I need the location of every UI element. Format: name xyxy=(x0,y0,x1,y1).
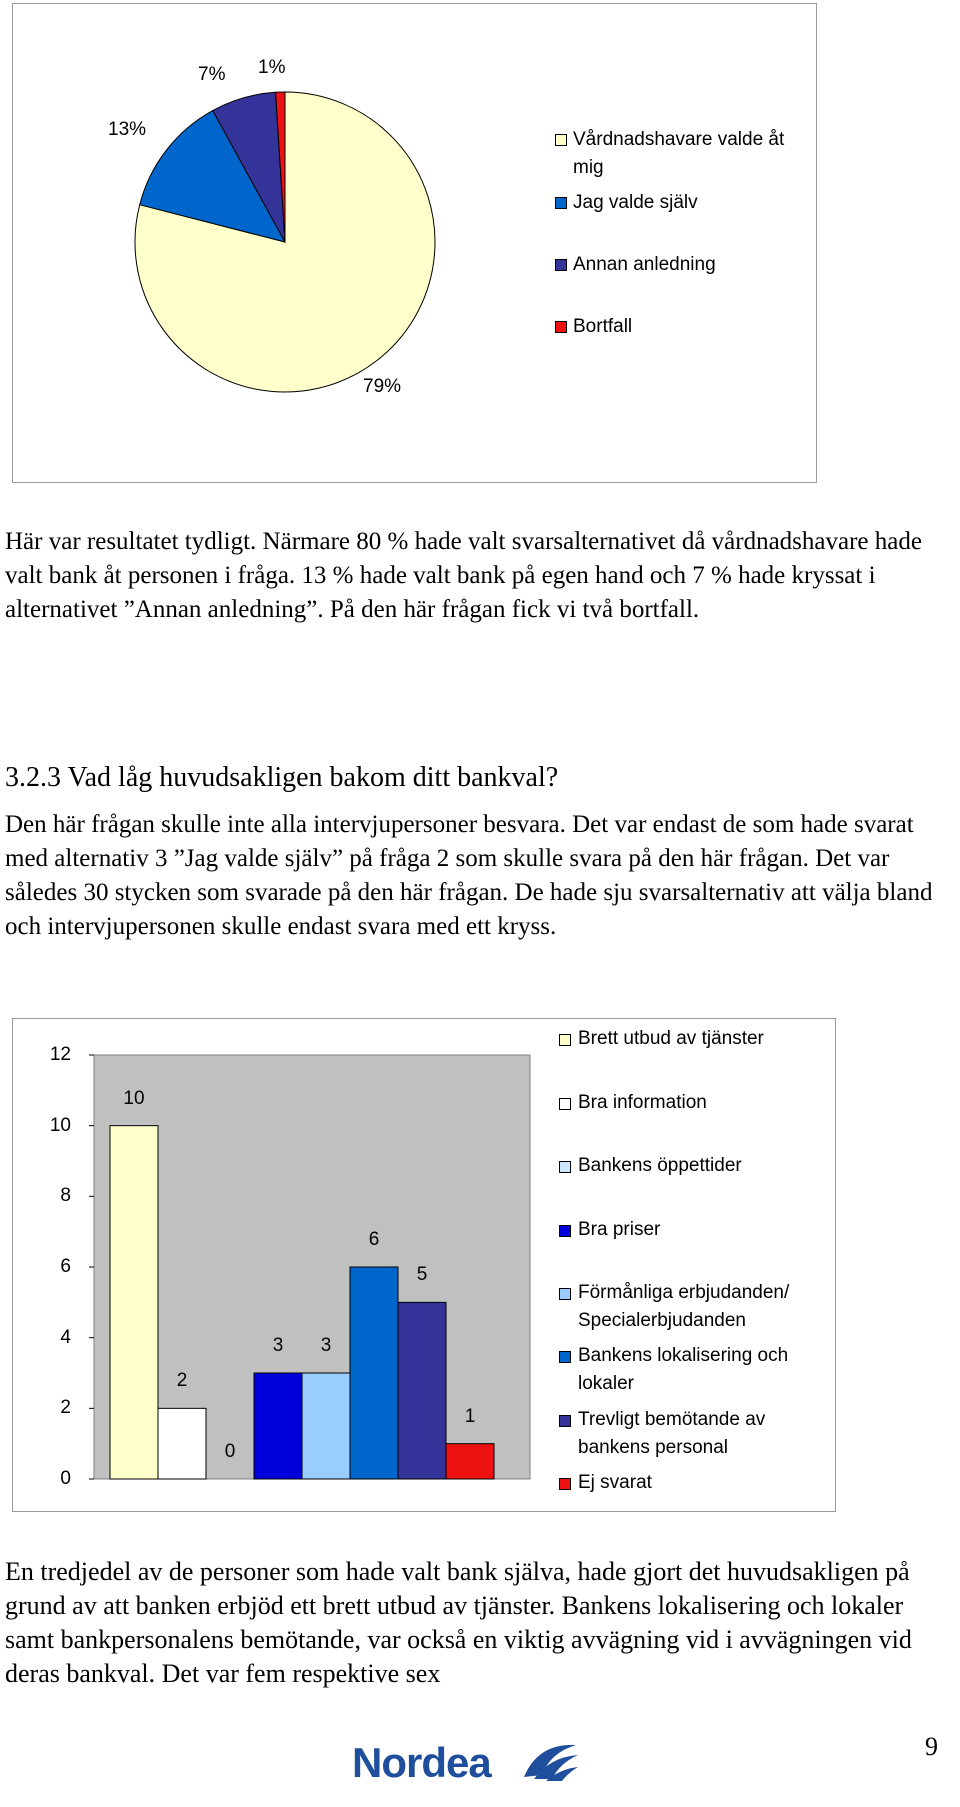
bar-legend-swatch-bankens-lokalisering-och-lokaler xyxy=(559,1351,571,1363)
pie-legend-label-bortfall: Bortfall xyxy=(573,316,633,337)
bar-chart-frame xyxy=(12,1018,836,1512)
bar-legend-label-bankens-lokalisering-och-lokaler: Bankens lokalisering och lokaler xyxy=(578,1345,789,1394)
nordea-logo-text: Nordea xyxy=(352,1739,491,1786)
paragraph-pie-result: Här var resultatet tydligt. Närmare 80 % hade valt svarsalternativet då vårdnadshavare hade valt bank åt personen i fråga. 13 % hade valt bank på egen hand och 7 % hade kryssat i alternativet ”Annan anledning”. På den här frågan fick vi två bortfall. xyxy=(5,528,922,623)
bar-legend-label-trevligt-bemotande-av-bankens-personal: Trevligt bemötande av bankens personal xyxy=(578,1409,766,1458)
bar-bra-priser xyxy=(254,1373,302,1479)
bar-bra-information xyxy=(158,1408,206,1479)
bar-trevligt-bemotande-av-bankens-personal xyxy=(398,1302,446,1479)
pie-chart-frame xyxy=(12,3,817,483)
bar-value-label-trevligt-bemotande-av-bankens-personal: 5 xyxy=(416,1264,428,1286)
bar-legend-label-ej-svarat: Ej svarat xyxy=(578,1472,652,1493)
y-tick-label: 12 xyxy=(49,1044,71,1065)
bar-legend-swatch-brett-utbud-av-tjanster xyxy=(559,1034,571,1046)
bar-value-label-ej-svarat: 1 xyxy=(464,1405,476,1427)
bar-legend-label-bra-information: Bra information xyxy=(578,1092,707,1113)
pie-label-vardnadshavare-valde-at-mig: 79% xyxy=(363,376,402,397)
pie-legend-swatch-jag-valde-sjalv xyxy=(555,197,567,209)
bar-value-label-bankens-lokalisering-och-lokaler: 6 xyxy=(368,1229,380,1250)
y-tick-label: 2 xyxy=(60,1397,71,1419)
pie-chart xyxy=(13,4,818,484)
y-tick-label: 8 xyxy=(60,1185,71,1207)
pie-legend-label-jag-valde-sjalv: Jag valde själv xyxy=(573,192,698,213)
bar-value-label-bra-information: 2 xyxy=(176,1370,188,1392)
pie-label-bortfall: 1% xyxy=(258,57,286,78)
paragraph-bar-result: En tredjedel av de personer som hade valt bank själva, hade gjort det huvudsakligen på grund av att banken erbjöd ett brett utbud av tjänster. Bankens lokalisering och lokaler samt bankpersonalens bemötande, var också en viktig avvägning vid i avvägningen vid deras bankval. Det var fem respektive sex xyxy=(5,1557,912,1688)
bar-legend-swatch-bankens-oppettider xyxy=(559,1161,571,1173)
page-number: 9 xyxy=(925,1732,938,1761)
y-tick-label: 6 xyxy=(60,1256,71,1277)
bar-value-label-brett-utbud-av-tjanster: 10 xyxy=(123,1087,145,1109)
bar-ej-svarat xyxy=(446,1444,494,1479)
pie-legend-swatch-bortfall xyxy=(555,321,567,333)
y-tick-label: 0 xyxy=(60,1468,71,1489)
bar-legend-label-brett-utbud-av-tjanster: Brett utbud av tjänster xyxy=(578,1028,764,1049)
bar-value-label-formanliga-erbjudanden-specialerbjudanden: 3 xyxy=(320,1335,332,1356)
bar-value-label-bra-priser: 3 xyxy=(272,1335,284,1356)
bar-legend-swatch-formanliga-erbjudanden-specialerbjudanden xyxy=(559,1288,571,1300)
bar-legend-swatch-ej-svarat xyxy=(559,1478,571,1490)
bar-formanliga-erbjudanden-specialerbjudanden xyxy=(302,1373,350,1479)
y-tick-label: 4 xyxy=(60,1326,71,1348)
pie-label-annan-anledning: 7% xyxy=(198,64,226,85)
bar-value-label-bankens-oppettider: 0 xyxy=(224,1441,236,1462)
section-heading: 3.2.3 Vad låg huvudsakligen bakom ditt bankval? xyxy=(5,762,559,793)
pie-legend-swatch-vardnadshavare-valde-at-mig xyxy=(555,134,567,146)
pie-legend-label-annan-anledning: Annan anledning xyxy=(573,254,716,275)
paragraph-question-intro: Den här frågan skulle inte alla intervjupersoner besvara. Det var endast de som hade svarat med alternativ 3 ”Jag valde själv” på fråga 2 som skulle svara på den här frågan. Det var således 30 stycken som svarade på den här frågan. De hade sju svarsalternativ att välja bland och intervjupersonen skulle endast svara med ett kryss. xyxy=(5,811,933,940)
pie-label-jag-valde-sjalv: 13% xyxy=(108,119,147,140)
bar-legend-label-bankens-oppettider: Bankens öppettider xyxy=(578,1155,742,1176)
nordea-logo xyxy=(352,1737,572,1793)
bar-bankens-lokalisering-och-lokaler xyxy=(350,1267,398,1479)
bar-brett-utbud-av-tjanster xyxy=(110,1126,158,1479)
bar-legend-swatch-bra-priser xyxy=(559,1225,571,1237)
nordea-wave-icon xyxy=(520,1739,580,1785)
bar-legend-swatch-trevligt-bemotande-av-bankens-personal xyxy=(559,1415,571,1427)
pie-legend-label-vardnadshavare-valde-at-mig: Vårdnadshavare valde åt mig xyxy=(573,129,785,178)
bar-legend-label-bra-priser: Bra priser xyxy=(578,1219,661,1240)
y-tick-label: 10 xyxy=(49,1114,71,1136)
bar-legend-label-formanliga-erbjudanden-specialerbjudanden: Förmånliga erbjudanden/ Specialerbjudanden xyxy=(578,1282,790,1331)
bar-legend-swatch-bra-information xyxy=(559,1098,571,1110)
pie-legend-swatch-annan-anledning xyxy=(555,259,567,271)
